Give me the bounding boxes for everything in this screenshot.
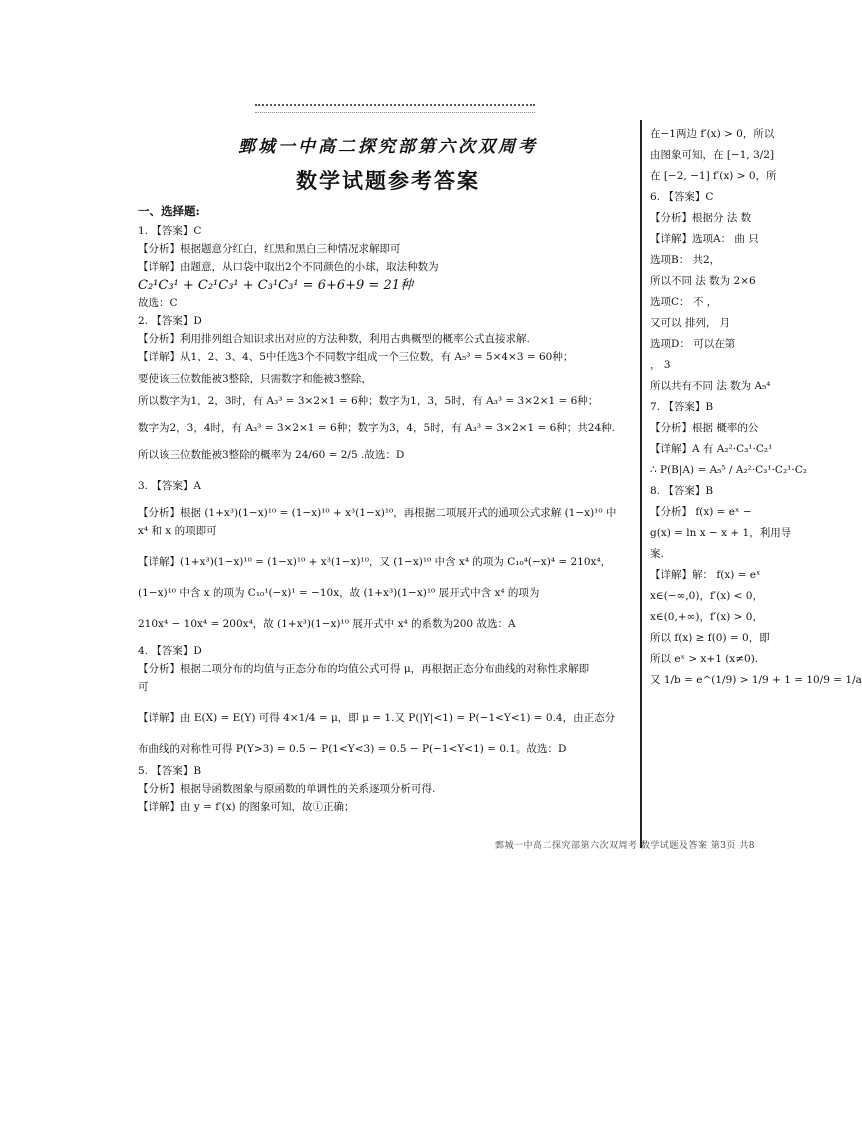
right-column-cropped — [650, 128, 862, 848]
right-line: 【分析】根据 概率的公 — [650, 422, 759, 434]
question-4 — [138, 645, 638, 756]
q2-detail-4: 数字为2，3，4时，有 A₃³ = 3×2×1 = 6种；数字为3，4，5时，有 A₃³ = 3×2×1 = 6种；共24种. — [138, 422, 615, 434]
right-line: 在 [−2, −1] f′(x) > 0，所 — [650, 170, 777, 182]
right-line: 在−1两边 f′(x) > 0，所以 — [650, 128, 775, 140]
right-line: x∈(−∞,0)，f′(x) < 0， — [650, 590, 763, 602]
right-line: 又 1/b = e^(1/9) > 1/9 + 1 = 10/9 = 1/a — [650, 674, 862, 686]
right-line: 又可以 排列， 月 — [650, 317, 731, 329]
exam-title: 鄄城一中高二探究部第六次双周考 — [238, 137, 538, 157]
q4-detail-1: 【详解】由 E(X) = E(Y) 可得 4×1/4 = μ，即 μ = 1.又 P(|Y|<1) = P(−1<Y<1) = 0.4，由正态分 — [138, 712, 616, 724]
q5-detail: 【详解】由 y = f′(x) 的图象可知，故①正确； — [138, 801, 355, 813]
q2-detail-2: 要使该三位数能被3整除，只需数字和能被3整除， — [138, 373, 372, 385]
right-line: 【分析】 f(x) = eˣ − — [650, 506, 752, 518]
q1-formula: C₂¹C₃¹ + C₂¹C₃¹ + C₃¹C₃¹ = 6+6+9 = 21种 — [138, 278, 413, 293]
right-line: 案. — [650, 548, 664, 560]
right-line: 【详解】选项A： 曲 只 — [650, 233, 759, 245]
q4-analysis-2: 可 — [138, 681, 149, 693]
q2-analysis: 【分析】利用排列组合知识求出对应的方法种数，利用古典概型的概率公式直接求解. — [138, 333, 530, 345]
right-line: 所以 eˣ > x+1 (x≠0). — [650, 653, 759, 665]
right-line: 所以 f(x) ≥ f(0) = 0，即 — [650, 632, 770, 644]
question-2 — [138, 315, 638, 462]
q2-detail-5: 所以该三位数能被3整除的概率为 24/60 = 2/5 .故选：D — [138, 449, 405, 461]
q3-detail-3: 210x⁴ − 10x⁴ = 200x⁴，故 (1+x³)(1−x)¹⁰ 展开式中 x⁴ 的系数为200 故选：A — [138, 618, 516, 630]
q4-analysis-1: 【分析】根据二项分布的均值与正态分布的均值公式可得 μ，再根据正态分布曲线的对称性求解即 — [138, 663, 590, 675]
q2-detail-3: 所以数字为1，2，3时，有 A₃³ = 3×2×1 = 6种；数字为1，3，5时，有 A₃³ = 3×2×1 = 6种； — [138, 395, 599, 407]
top-border-decoration — [255, 104, 535, 113]
right-line: ， 3 — [650, 359, 671, 371]
page-footer: 鄄城一中高二探究部第六次双周考 数学试题及答案 第3页 共8 — [495, 841, 756, 851]
q5-analysis: 【分析】根据导函数图象与原函数的单调性的关系逐项分析可得. — [138, 783, 436, 795]
left-column — [138, 130, 638, 850]
q3-detail-2: (1−x)¹⁰ 中含 x 的项为 C₁₀¹(−x)¹ = −10x，故 (1+x³)(1−x)¹⁰ 展开式中含 x⁴ 的项为 — [138, 587, 540, 599]
right-line: 6. 【答案】C — [650, 191, 714, 203]
right-line: x∈(0,+∞)，f′(x) > 0， — [650, 611, 763, 623]
q3-answer: 3. 【答案】A — [138, 480, 201, 492]
q4-detail-2: 布曲线的对称性可得 P(Y>3) = 0.5 − P(1<Y<3) = 0.5 − P(−1<Y<1) = 0.1。故选：D — [138, 743, 567, 755]
column-divider — [640, 120, 642, 848]
q3-analysis-1: 【分析】根据 (1+x³)(1−x)¹⁰ = (1−x)¹⁰ + x³(1−x)¹⁰，再根据二项展开式的通项公式求解 (1−x)¹⁰ 中 — [138, 507, 617, 519]
right-line: ∴ P(B|A) = A₅⁵ / A₂²·C₃¹·C₂¹·C₂ — [650, 464, 807, 476]
right-line: 由图象可知，在 [−1, 3/2] — [650, 149, 775, 161]
section-heading: 一、选择题: — [138, 204, 200, 218]
q2-detail-1: 【详解】从1、2、3、4、5中任选3个不同数字组成一个三位数，有 A₅³ = 5×4×3 = 60种； — [138, 351, 574, 363]
question-5 — [138, 765, 638, 814]
q1-analysis: 【分析】根据题意分红白，红黑和黑白三种情况求解即可 — [138, 243, 401, 255]
right-line: 选项C： 不 ， — [650, 296, 718, 308]
answer-key-title: 数学试题参考答案 — [296, 168, 480, 193]
right-line: 选项B： 共2， — [650, 254, 721, 266]
q1-choice: 故选：C — [138, 297, 178, 309]
right-line: g(x) = ln x − x + 1，利用导 — [650, 527, 792, 539]
right-line: 8. 【答案】B — [650, 485, 714, 497]
q3-analysis-2: x⁴ 和 x 的项即可 — [138, 525, 217, 537]
right-line: 选项D： 可以在第 — [650, 338, 736, 350]
right-line: 所以共有不同 法 数为 A₅⁴ — [650, 380, 771, 392]
q2-answer: 2. 【答案】D — [138, 315, 202, 327]
q1-answer: 1. 【答案】C — [138, 225, 202, 237]
right-line: 【详解】解： f(x) = eˣ — [650, 569, 761, 581]
question-1 — [138, 225, 638, 310]
right-line: 7. 【答案】B — [650, 401, 714, 413]
question-3 — [138, 480, 638, 631]
right-line: 【详解】A 有 A₂²·C₃¹·C₂¹ — [650, 443, 773, 455]
q3-detail-1: 【详解】(1+x³)(1−x)¹⁰ = (1−x)¹⁰ + x³(1−x)¹⁰，又 (1−x)¹⁰ 中含 x⁴ 的项为 C₁₀⁴(−x)⁴ = 210x⁴， — [138, 556, 612, 568]
right-line: 所以不同 法 数为 2×6 — [650, 275, 756, 287]
right-line: 【分析】根据分 法 数 — [650, 212, 752, 224]
q1-detail: 【详解】由题意，从口袋中取出2个不同颜色的小球，取法种数为 — [138, 261, 439, 273]
q5-answer: 5. 【答案】B — [138, 765, 202, 777]
q4-answer: 4. 【答案】D — [138, 645, 202, 657]
